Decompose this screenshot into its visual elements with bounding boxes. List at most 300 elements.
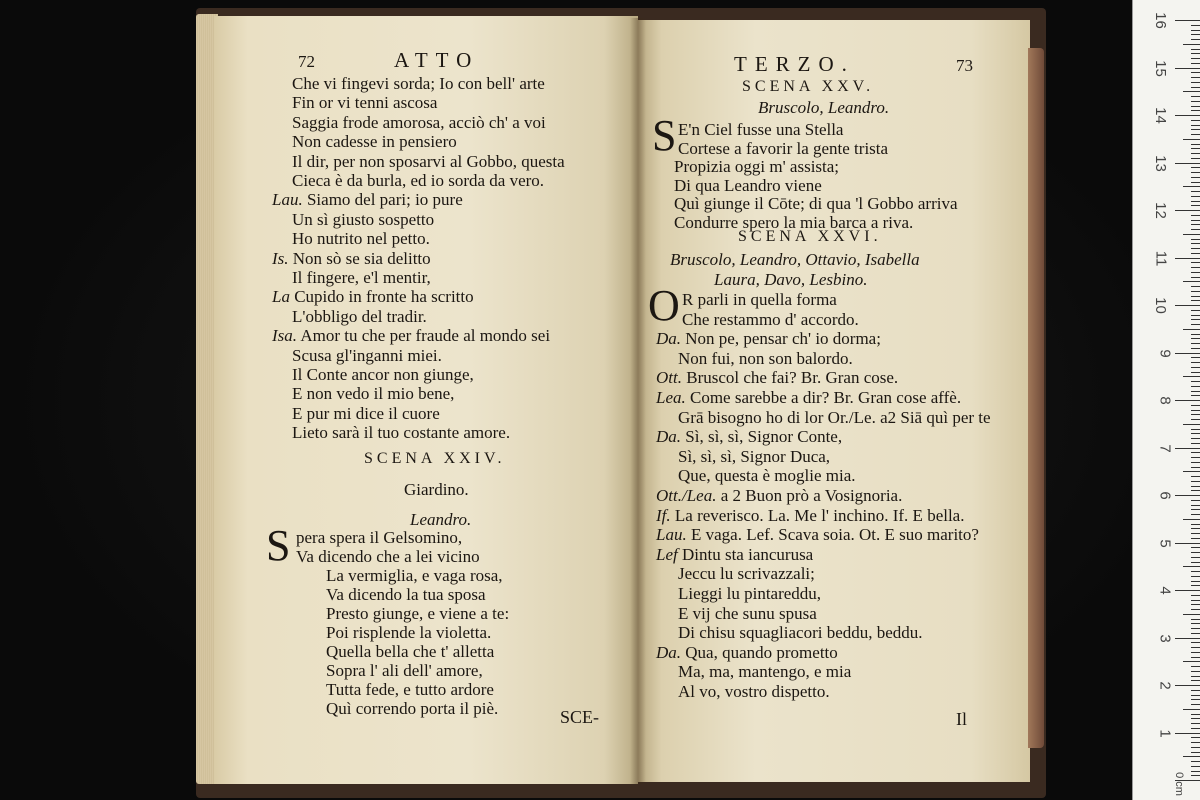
ruler-tick: [1191, 357, 1200, 358]
ruler-tick: [1191, 324, 1200, 325]
text-line: [326, 680, 494, 699]
ruler-tick: [1175, 210, 1200, 211]
ruler-tick: [1183, 44, 1200, 45]
line-text: Cieca è da burla, ed io sorda da vero.: [292, 171, 545, 190]
speaker-label: Ott./Lea.: [656, 486, 717, 505]
ruler-number: 3: [1156, 633, 1174, 643]
ruler-tick: [1191, 467, 1200, 468]
ruler-tick: [1175, 733, 1200, 734]
line-text: Cupido in fronte ha scritto: [294, 287, 474, 307]
ruler-tick: [1191, 144, 1200, 145]
ruler-tick: [1183, 614, 1200, 615]
ruler-tick: [1191, 362, 1200, 363]
speaker-label: Da.: [656, 642, 682, 662]
text-line: [678, 139, 888, 158]
line-text: Presto giunge, e viene a te:: [326, 604, 510, 623]
ruler-number: 11: [1152, 250, 1170, 266]
ruler-tick: [1191, 338, 1200, 339]
ruler-tick: [1191, 433, 1200, 434]
line-text: Amor tu che per fraude al mondo sei: [300, 326, 551, 346]
ruler-tick: [1191, 386, 1200, 387]
left-running-head: ATTO: [394, 48, 480, 72]
ruler-number: 16: [1152, 12, 1170, 29]
ruler-tick: [1191, 277, 1200, 278]
ruler-tick: [1191, 177, 1200, 178]
ruler-tick: [1191, 319, 1200, 320]
speaker-label: If.: [656, 505, 671, 525]
line-text: Sì, sì, sì, Signor Duca,: [678, 446, 831, 466]
text-line: [326, 699, 498, 718]
ruler-tick: [1183, 566, 1200, 567]
ruler-tick: [1191, 562, 1200, 563]
open-book: [196, 8, 1046, 798]
ruler-tick: [1191, 633, 1200, 634]
text-line: [326, 585, 486, 604]
ruler-tick: [1191, 300, 1200, 301]
ruler-tick: [1191, 666, 1200, 667]
ruler-tick: [1191, 581, 1200, 582]
speaker-label: Da.: [656, 427, 682, 447]
ruler-tick: [1191, 205, 1200, 206]
ruler-tick: [1191, 348, 1200, 349]
text-line: [292, 152, 565, 171]
line-text: Ho nutrito nel petto.: [292, 229, 430, 249]
ruler-number: 15: [1152, 59, 1170, 77]
ruler-tick: [1191, 101, 1200, 102]
line-text: E vaga. Lef. Scava soia. Ot. E suo marito?: [690, 525, 979, 545]
ruler-tick: [1191, 82, 1200, 83]
ruler-tick: [1183, 376, 1200, 377]
right-drop-cap-1: S: [652, 111, 677, 160]
ruler-tick: [1191, 600, 1200, 601]
ruler-number: 2: [1156, 681, 1174, 690]
ruler-tick: [1191, 671, 1200, 672]
line-text: La reverisco. La. Me l' inchino. If. E bella.: [674, 505, 965, 525]
line-text: Condurre spero la mia barca a riva.: [674, 212, 914, 232]
line-text: L'obbligo del tradir.: [292, 306, 427, 326]
ruler-number: 1: [1156, 728, 1174, 738]
text-line: [326, 566, 503, 585]
ruler-unit: 0 cm: [1173, 772, 1186, 796]
line-text: E pur mi dice il cuore: [292, 403, 440, 423]
text-line: [678, 682, 830, 701]
line-text: Al vo, vostro dispetto.: [678, 682, 830, 701]
line-text: a 2 Buon prò a Vosignoria.: [720, 486, 903, 505]
text-line: [326, 604, 509, 623]
ruler-tick: [1183, 91, 1200, 92]
ruler-tick: [1191, 224, 1200, 225]
line-text: Quì giunge il Cōte; di qua 'l Gobbo arriva: [674, 194, 958, 213]
ruler-tick: [1191, 253, 1200, 254]
ruler-tick: [1191, 557, 1200, 558]
ruler-tick: [1191, 391, 1200, 392]
text-line: [678, 466, 856, 485]
text-line: [682, 310, 859, 329]
line-text: Di qua Leandro viene: [674, 175, 822, 195]
line-text: Scusa gl'inganni miei.: [292, 345, 442, 365]
text-line: [678, 349, 853, 368]
right-scene1-characters: Bruscolo, Leandro.: [758, 98, 890, 117]
ruler-tick: [1191, 110, 1200, 111]
ruler-tick: [1183, 234, 1200, 235]
ruler-tick: [1191, 766, 1200, 767]
ruler-tick: [1191, 595, 1200, 596]
ruler-tick: [1191, 699, 1200, 700]
text-line: [682, 290, 837, 309]
line-text: Sì, sì, sì, Signor Conte,: [685, 427, 843, 447]
ruler-tick: [1191, 609, 1200, 610]
ruler-tick: [1191, 457, 1200, 458]
line-text: Jeccu lu scrivazzali;: [678, 564, 815, 584]
ruler-tick: [1191, 690, 1200, 691]
text-line: [292, 307, 427, 326]
line-text: Che vi fingevi sorda; Io con bell' arte: [292, 74, 545, 93]
line-text: Di chisu squagliacori beddu, beddu.: [678, 623, 923, 643]
ruler-tick: [1191, 272, 1200, 273]
ruler-tick: [1191, 443, 1200, 444]
ruler-tick: [1191, 248, 1200, 249]
speaker-label: Ott.: [656, 368, 682, 388]
ruler-tick: [1183, 471, 1200, 472]
line-text: Come sarebbe a dir? Br. Gran cose affè.: [690, 388, 962, 407]
ruler-tick: [1191, 182, 1200, 183]
left-scene-title: SCENA XXIV.: [364, 450, 506, 467]
ruler-tick: [1191, 509, 1200, 510]
text-line: [678, 623, 923, 642]
ruler-tick: [1191, 462, 1200, 463]
line-text: Sopra l' ali dell' amore,: [326, 661, 483, 680]
speaker-label: Isa.: [272, 326, 298, 346]
ruler-tick: [1191, 153, 1200, 154]
ruler-tick: [1191, 657, 1200, 658]
ruler-tick: [1175, 495, 1200, 496]
line-text: Non fui, non son balordo.: [678, 348, 853, 368]
text-line: [678, 584, 821, 603]
ruler-tick: [1191, 395, 1200, 396]
line-text: Lieggi lu pintareddu,: [678, 584, 822, 603]
line-text: Non cadesse in pensiero: [292, 132, 457, 152]
ruler-tick: [1191, 134, 1200, 135]
ruler-tick: [1191, 476, 1200, 477]
ruler-tick: [1191, 243, 1200, 244]
ruler-tick: [1183, 756, 1200, 757]
ruler-tick: [1191, 547, 1200, 548]
ruler-tick: [1191, 500, 1200, 501]
ruler-tick: [1191, 106, 1200, 107]
ruler-tick: [1183, 281, 1200, 282]
text-line: [272, 326, 550, 345]
line-text: Il Conte ancor non giunge,: [292, 365, 474, 384]
text-line: [656, 368, 898, 387]
ruler-number: 12: [1152, 202, 1170, 219]
ruler-tick: [1191, 718, 1200, 719]
ruler-tick: [1183, 139, 1200, 140]
line-text: E'n Ciel fusse una Stella: [678, 120, 844, 139]
ruler-tick: [1191, 63, 1200, 64]
ruler-tick: [1191, 652, 1200, 653]
left-setting: Giardino.: [404, 480, 469, 499]
ruler-tick: [1191, 647, 1200, 648]
ruler-tick: [1191, 486, 1200, 487]
right-scene1-title: SCENA XXV.: [742, 78, 875, 95]
ruler-tick: [1191, 315, 1200, 316]
ruler-tick: [1191, 310, 1200, 311]
ruler-tick: [1191, 405, 1200, 406]
line-text: Cortese a favorir la gente trista: [678, 138, 889, 158]
ruler-tick: [1191, 628, 1200, 629]
ruler-tick: [1191, 372, 1200, 373]
line-text: Grā bisogno ho di lor Or./Le. a2 Siā quì per te: [678, 407, 991, 427]
ruler-tick: [1191, 737, 1200, 738]
left-character: Leandro.: [410, 510, 472, 529]
text-line: [272, 190, 463, 209]
ruler-tick: [1175, 400, 1200, 401]
ruler-tick: [1175, 305, 1200, 306]
ruler-tick: [1191, 201, 1200, 202]
text-line: [678, 447, 830, 466]
line-text: Il fingere, e'l mentir,: [292, 268, 431, 287]
text-line: [678, 408, 991, 427]
line-text: Propizia oggi m' assista;: [674, 157, 840, 176]
line-text: pera spera il Gelsomino,: [296, 528, 463, 547]
ruler-tick: [1175, 448, 1200, 449]
measuring-ruler: [1132, 0, 1200, 800]
ruler-tick: [1191, 49, 1200, 50]
text-line: [292, 384, 454, 403]
ruler-tick: [1191, 571, 1200, 572]
ruler-tick: [1191, 191, 1200, 192]
text-line: [656, 525, 979, 544]
ruler-tick: [1191, 505, 1200, 506]
ruler-tick: [1183, 186, 1200, 187]
ruler-tick: [1191, 419, 1200, 420]
text-line: [296, 528, 462, 547]
ruler-tick: [1191, 367, 1200, 368]
line-text: Bruscol che fai? Br. Gran cose.: [686, 368, 899, 388]
text-line: [292, 132, 457, 151]
text-line: [656, 329, 881, 348]
line-text: Dintu sta iancurusa: [681, 544, 814, 564]
ruler-tick: [1191, 158, 1200, 159]
text-line: [678, 120, 843, 139]
ruler-tick: [1191, 129, 1200, 130]
book-gutter: [630, 18, 646, 784]
ruler-number: 10: [1152, 297, 1170, 314]
ruler-tick: [1191, 514, 1200, 515]
ruler-tick: [1191, 34, 1200, 35]
ruler-tick: [1191, 714, 1200, 715]
ruler-tick: [1191, 585, 1200, 586]
right-catchword: Il: [956, 709, 967, 729]
text-line: [292, 365, 474, 384]
ruler-tick: [1191, 58, 1200, 59]
ruler-tick: [1175, 20, 1200, 21]
ruler-tick: [1191, 72, 1200, 73]
text-line: [272, 249, 431, 268]
ruler-tick: [1191, 771, 1200, 772]
ruler-tick: [1175, 638, 1200, 639]
text-line: [656, 427, 842, 446]
line-text: Tutta fede, e tutto ardore: [326, 680, 494, 699]
ruler-tick: [1191, 619, 1200, 620]
ruler-tick: [1191, 676, 1200, 677]
text-line: [678, 662, 851, 681]
ruler-number: 14: [1152, 107, 1170, 124]
ruler-tick: [1191, 286, 1200, 287]
ruler-tick: [1183, 424, 1200, 425]
line-text: Qua, quando prometto: [685, 642, 838, 662]
speaker-label: Is.: [272, 248, 289, 268]
ruler-tick: [1191, 623, 1200, 624]
ruler-tick: [1191, 96, 1200, 97]
ruler-tick: [1191, 215, 1200, 216]
ruler-tick: [1191, 39, 1200, 40]
line-text: Que, questa è moglie mia.: [678, 466, 856, 486]
ruler-tick: [1191, 291, 1200, 292]
ruler-number: 5: [1156, 538, 1174, 548]
ruler-tick: [1183, 329, 1200, 330]
ruler-tick: [1191, 167, 1200, 168]
text-line: [326, 623, 491, 642]
ruler-tick: [1191, 343, 1200, 344]
ruler-tick: [1191, 220, 1200, 221]
ruler-tick: [1183, 709, 1200, 710]
right-scene2-characters-2: Laura, Davo, Lesbino.: [714, 270, 868, 289]
text-line: [656, 486, 902, 505]
right-scene2-title: SCENA XXVI.: [738, 228, 882, 245]
line-text: Il dir, per non sposarvi al Gobbo, questa: [292, 151, 565, 171]
ruler-number: 9: [1156, 348, 1174, 358]
ruler-tick: [1191, 172, 1200, 173]
text-line: [292, 423, 510, 442]
ruler-tick: [1191, 452, 1200, 453]
line-text: R parli in quella forma: [682, 290, 837, 309]
text-line: [674, 194, 958, 213]
ruler-number: 8: [1156, 396, 1174, 405]
ruler-tick: [1191, 414, 1200, 415]
ruler-tick: [1191, 296, 1200, 297]
ruler-tick: [1191, 438, 1200, 439]
ruler-number: 4: [1156, 586, 1174, 595]
ruler-tick: [1191, 723, 1200, 724]
ruler-tick: [1191, 528, 1200, 529]
text-line: [296, 547, 480, 566]
text-line: [292, 268, 431, 287]
ruler-tick: [1191, 775, 1200, 776]
ruler-tick: [1191, 53, 1200, 54]
line-text: Va dicendo la tua sposa: [326, 585, 486, 604]
text-line: [272, 287, 474, 306]
ruler-tick: [1191, 262, 1200, 263]
right-page: [638, 20, 1030, 782]
text-line: [326, 661, 483, 680]
text-line: [678, 604, 817, 623]
right-page-number: 73: [956, 56, 973, 75]
ruler-tick: [1191, 533, 1200, 534]
text-line: [292, 229, 430, 248]
line-text: Lieto sarà il tuo costante amore.: [292, 423, 511, 443]
ruler-tick: [1191, 538, 1200, 539]
text-line: [292, 113, 546, 132]
line-text: Siamo del pari; io pure: [306, 190, 463, 210]
text-line: [292, 404, 440, 423]
speaker-label: Da.: [656, 329, 682, 349]
line-text: E non vedo il mio bene,: [292, 384, 455, 404]
ruler-tick: [1191, 381, 1200, 382]
ruler-tick: [1191, 524, 1200, 525]
ruler-number: 7: [1156, 443, 1174, 453]
text-line: [656, 388, 961, 407]
ruler-tick: [1191, 576, 1200, 577]
ruler-tick: [1183, 519, 1200, 520]
ruler-tick: [1191, 728, 1200, 729]
line-text: Quella bella che t' alletta: [326, 642, 495, 661]
speaker-label: Lau.: [656, 525, 687, 545]
ruler-tick: [1191, 695, 1200, 696]
line-text: Non pe, pensar ch' io dorma;: [685, 329, 881, 349]
line-text: Un sì giusto sospetto: [292, 209, 435, 229]
text-line: [674, 157, 839, 176]
ruler-tick: [1191, 30, 1200, 31]
text-line: [678, 564, 815, 583]
text-line: [656, 643, 838, 662]
ruler-tick: [1191, 125, 1200, 126]
line-text: La vermiglia, e vaga rosa,: [326, 566, 503, 585]
ruler-tick: [1191, 742, 1200, 743]
text-line: [656, 506, 964, 525]
ruler-tick: [1191, 267, 1200, 268]
ruler-tick: [1191, 604, 1200, 605]
ruler-tick: [1175, 68, 1200, 69]
left-drop-cap: S: [266, 521, 291, 570]
ruler-tick: [1191, 552, 1200, 553]
left-page-number: 72: [298, 52, 315, 71]
ruler-tick: [1175, 685, 1200, 686]
ruler-tick: [1175, 163, 1200, 164]
ruler-tick: [1191, 642, 1200, 643]
ruler-tick: [1191, 747, 1200, 748]
speaker-label: La: [272, 287, 290, 307]
left-catchword: SCE-: [560, 707, 600, 727]
ruler-tick: [1191, 77, 1200, 78]
ruler-tick: [1191, 120, 1200, 121]
ruler-tick: [1191, 410, 1200, 411]
ruler-tick: [1191, 481, 1200, 482]
text-line: [292, 210, 434, 229]
line-text: E vij che sunu spusa: [678, 603, 817, 623]
speaker-label: Lea.: [656, 388, 686, 407]
text-line: [292, 171, 544, 190]
ruler-tick: [1191, 196, 1200, 197]
ruler-tick: [1191, 680, 1200, 681]
ruler-tick: [1175, 543, 1200, 544]
ruler-tick: [1191, 490, 1200, 491]
ruler-tick: [1175, 258, 1200, 259]
ruler-tick: [1191, 334, 1200, 335]
right-cover-edge: [1028, 48, 1044, 748]
right-running-head: TERZO.: [734, 52, 855, 76]
ruler-number: 6: [1156, 491, 1174, 500]
line-text: Che restammo d' accordo.: [682, 309, 859, 329]
right-drop-cap-2: O: [648, 281, 680, 330]
ruler-tick: [1191, 761, 1200, 762]
ruler-tick: [1191, 229, 1200, 230]
line-text: Fin or vi tenni ascosa: [292, 93, 438, 113]
ruler-tick: [1191, 752, 1200, 753]
speaker-label: Lau.: [272, 190, 303, 210]
line-text: Saggia frode amorosa, acciò ch' a voi: [292, 112, 546, 132]
speaker-label: Lef: [656, 544, 678, 564]
